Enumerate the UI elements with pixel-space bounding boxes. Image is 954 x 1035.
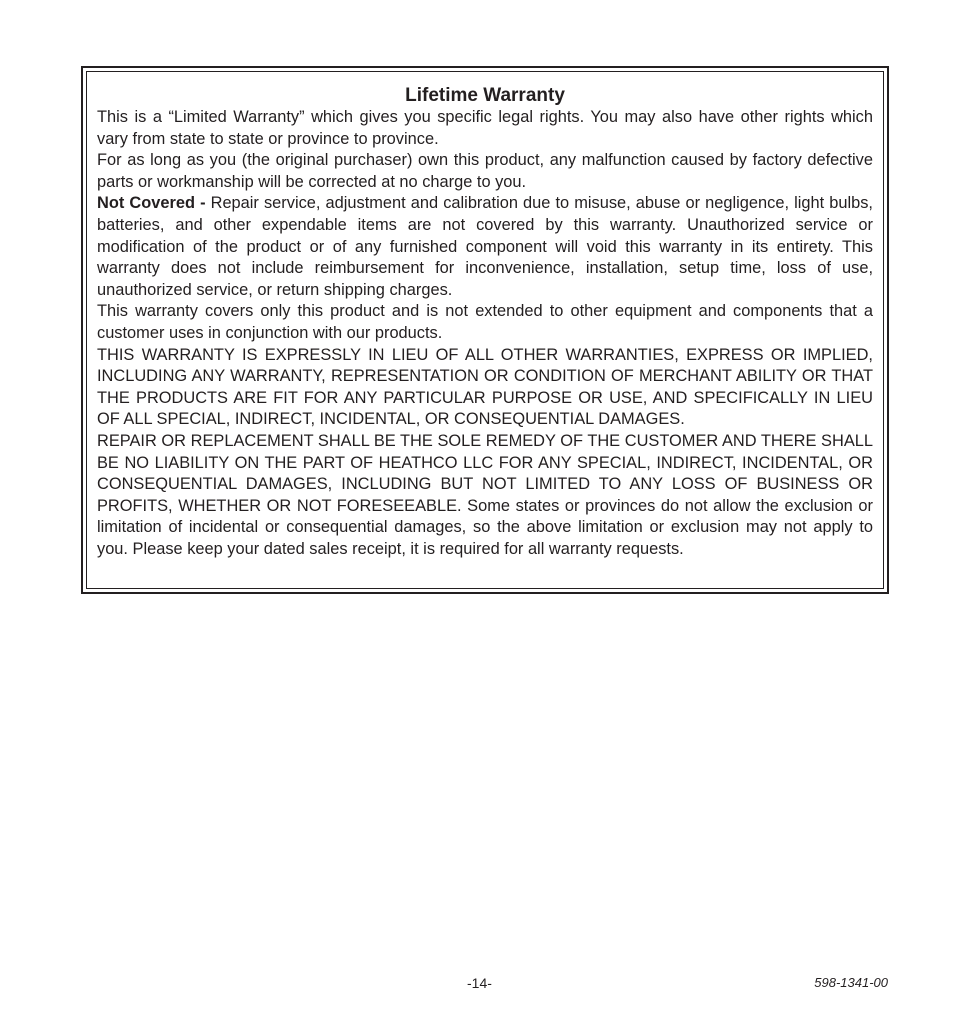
not-covered-label: Not Covered - <box>97 194 211 213</box>
warranty-disclaimer-paragraph: THIS WARRANTY IS EXPRESSLY IN LIEU OF ALL OTHER WARRANTIES, EXPRESS OR IMPLIED, INCLUDING ANY WARRANTY, REPRESENTATION OR CONDITION OF MERCHANT ABILITY OR THAT THE PRODUCTS ARE FIT FOR ANY PARTICULAR PURPOSE OR USE, AND SPECIFICALLY IN LIEU OF ALL SPECIAL, INDIRECT, INCIDENTAL, OR CONSEQUENTIAL DAMAGES. <box>97 345 873 429</box>
not-covered-text: Repair service, adjustment and calibration due to misuse, abuse or negligence, light bulbs, batteries, and other expendable items are not covered by this warranty. Unauthorized service or modification of the product or of any furnished component will void this warranty in its entirety. This warranty does not include reimbursement for inconvenience, installation, setup time, loss of use, unauthorized service, or return shipping charges. <box>97 194 873 299</box>
page-number: -14- <box>467 975 492 991</box>
warranty-box <box>81 66 889 594</box>
warranty-coverage-paragraph: For as long as you (the original purchaser) own this product, any malfunction caused by factory defective parts or workmanship will be corrected at no charge to you. <box>97 151 873 191</box>
not-covered-paragraph <box>97 193 873 301</box>
warranty-inner-frame <box>86 71 884 589</box>
warranty-remedy-paragraph: REPAIR OR REPLACEMENT SHALL BE THE SOLE REMEDY OF THE CUSTOMER AND THERE SHALL BE NO LIABILITY ON THE PART OF HEATHCO LLC FOR ANY SPECIAL, INDIRECT, INCIDENTAL, OR CONSEQUENTIAL DAMAGES, INCLUDING BUT NOT LIMITED TO ANY LOSS OF BUSINESS OR PROFITS, WHETHER OR NOT FORESEEABLE. Some states or provinces do not allow the exclusion or limitation of incidental or consequential damages, so the above limitation or exclusion may not apply to you. Please keep your dated sales receipt, it is required for all warranty requests. <box>97 431 873 558</box>
warranty-scope-paragraph: This warranty covers only this product and is not extended to other equipment and components that a customer uses in conjunction with our products. <box>97 302 873 342</box>
warranty-intro-paragraph: This is a “Limited Warranty” which gives you specific legal rights. You may also have other rights which vary from state to state or province to province. <box>97 108 873 148</box>
warranty-title: Lifetime Warranty <box>405 85 565 106</box>
document-code: 598-1341-00 <box>814 975 888 990</box>
